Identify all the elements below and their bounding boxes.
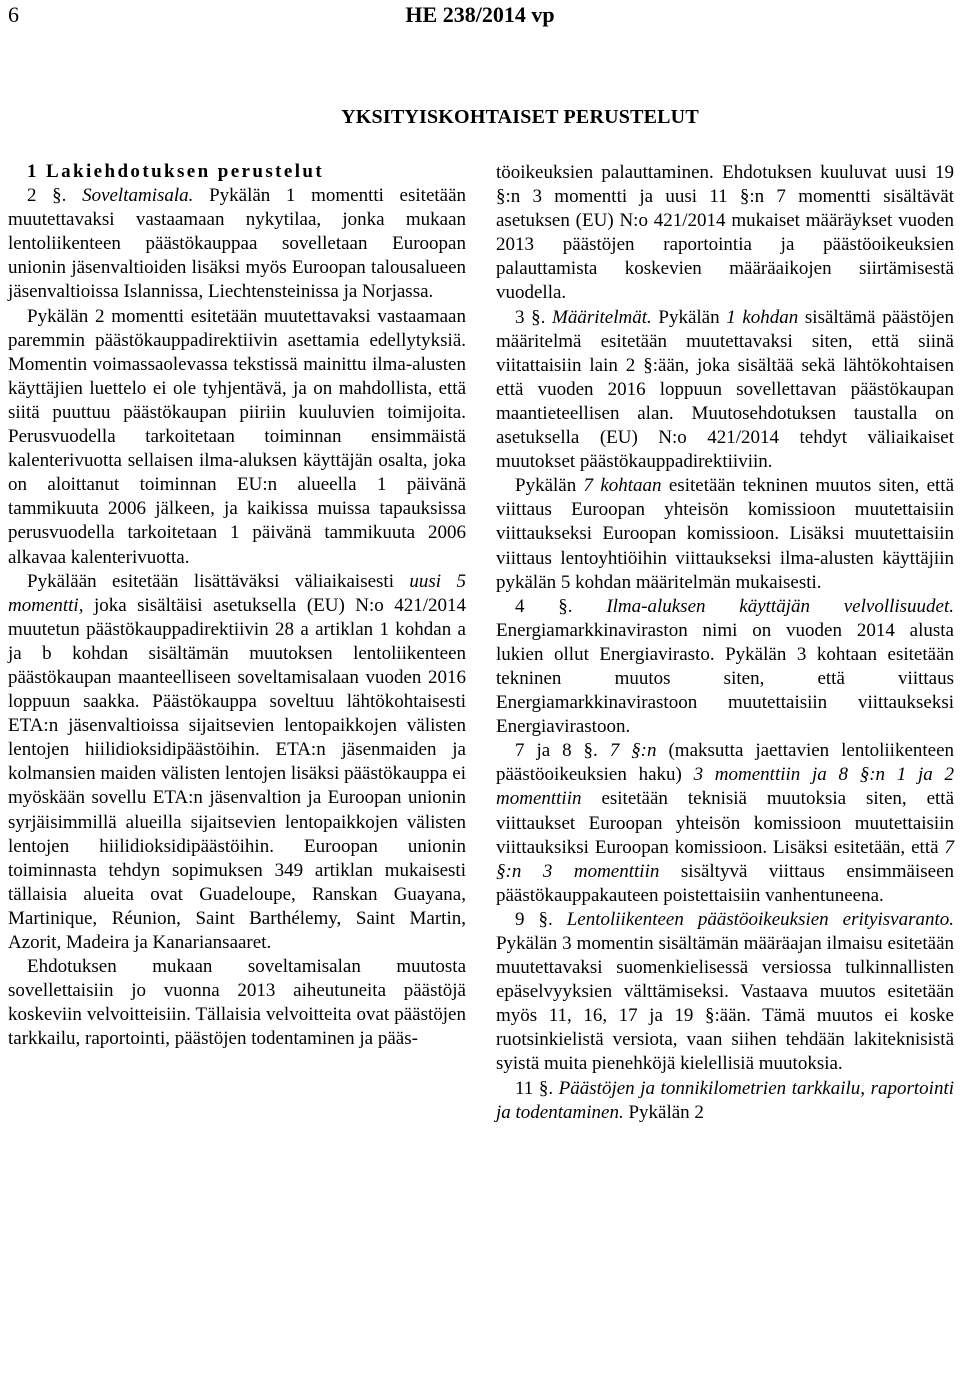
emphasis-text: uusi 5 momentti,	[8, 570, 466, 616]
paragraph-9-section	[496, 908, 954, 1077]
section-title: Soveltamisala.	[82, 185, 194, 207]
section-title: Ilma-aluksen käyttäjän velvollisuudet.	[606, 595, 955, 617]
subheading: 1 Lakiehdotuksen perustelut	[27, 161, 325, 182]
paragraph-text: Energiamarkkinaviraston nimi on vuoden 2014 alusta lukien ollut Energiavirasto. Pykälän 3 kohtaan esitetään tekninen muutos siten, että viittaus Energiamarkkinavirastoon muutettaisiin viittaukseksi Energiavirastoon.	[496, 619, 954, 738]
paragraph: Ehdotuksen mukaan soveltamisalan muutosta sovellettaisiin jo vuonna 2013 aiheutuneita päästöjä koskeviin velvoitteisiin. Tällaisia velvoitteita ovat päästöjen tarkkailu, raportointi, päästöjen todentaminen ja pääs-	[8, 956, 466, 1050]
paragraph-4-section	[496, 595, 954, 740]
paragraph	[496, 474, 954, 594]
section-title: Päästöjen ja tonnikilometrien tarkkailu, raportointi ja todentaminen.	[496, 1077, 955, 1123]
emphasis-text: 7 §:n	[609, 740, 657, 762]
left-column	[8, 160, 466, 1051]
section-number: 11 §.	[515, 1077, 554, 1099]
paragraph-text: sisältämä päästöjen määritelmä esitetään muutettavaksi siten, että siinä viitattaisiin lain 2 §:ään, joka sisältää sekä lähtökohtaisen että vuoden 2016 loppuun sovellettavan päästökaupan maantieteellisen alan. Muutosehdotuksen taustalla on asetuksella (EU) N:o 421/2014 tehdyt väliaikaiset muutokset päästökauppadirektiiviin.	[496, 306, 954, 473]
document-id: HE 238/2014 vp	[405, 2, 555, 27]
paragraph	[8, 570, 466, 956]
paragraph-text: Pykälän 3 momentin sisältämän määräajan ilmaisu esitetään muutettavaksi suomenkielisessä versiossa tulkinnallisten epäselvyyksien välttämiseksi. Vastaava muutos esitetään myös 11, 16, 17 ja 19 §:ään. Tämä muutos ei koske ruotsinkielistä versiota, vaan siihen tehdään lakiteknisistä syistä muita pienehköjä kielellisiä muutoksia.	[496, 933, 954, 1075]
emphasis-text: 7 kohtaan	[583, 475, 662, 497]
paragraph-text: Pykälän	[515, 475, 577, 497]
emphasis-text: 3 momenttiin ja 8 §:n 1 ja 2 momenttiin	[496, 764, 954, 810]
paragraph-text: sisältyvä viittaus ensimmäiseen päästökauppakauteen poistettaisiin vanhentuneena.	[496, 860, 954, 906]
paragraph-text: Pykälän	[658, 306, 720, 328]
section-title: Määritelmät.	[552, 306, 652, 328]
right-column	[496, 161, 954, 1125]
paragraph-text: joka sisältäisi asetuksella (EU) N:o 421/2014 muutetun päästökauppadirektiivin 28 a artiklan 1 kohdan a ja b kohdan sisältämän muutoksen lentoliikenteen päästökaupan maanteelliseen soveltamisalaan vuoden 2016 loppuun saakka. Päästökauppa soveltuu lähtökohtaisesti ETA:n jäsenvaltioissa sijaitsevien lentopaikkojen välisten lentojen hiilidioksidipäästöihin. ETA:n jäsenmaiden ja kolmansien maiden välisten lentojen lisäksi päästökauppa ei myöskään sovellu ETA:n jäsenvaltion ja Euroopan unionin syrjäisimmillä alueilla sijaitsevien lentopaikkojen välisten lentojen hiilidioksidipäästöihin. Euroopan unionin toiminnasta tehdyn sopimuksen 349 artiklan mukaisesti tällaisia alueita ovat Guadeloupe, Ranskan Guayana, Martinique, Réunion, Saint Barthélemy, Saint Martin, Azorit, Madeira ja Kanariansaaret.	[8, 594, 467, 953]
emphasis-text: 7 §:n 3 momenttiin	[496, 836, 955, 882]
section-title: Lentoliikenteen päästöoikeuksien erityisvaranto.	[566, 908, 955, 930]
paragraph-text: esitetään teknisiä muutoksia siten, että viittaukset Euroopan yhteisön komissioon muutettaisiin viittauksiksi Euroopan komissioon. Lisäksi esitetään, että	[496, 788, 954, 858]
section-number: 2 §.	[27, 185, 67, 207]
paragraph-text: Pykälän 2	[628, 1101, 704, 1123]
paragraph: Pykälän 2 momentti esitetään muutettavaksi vastaamaan paremmin päästökauppadirektiivin asettamia edellytyksiä. Momentin voimassaolevassa tekstissä mainittu ilma-alusten käyttäjien luettelo ei ole tyhjentävä, ja on mahdollista, että siitä puuttuu päästökaupan piiriin kuuluvien toimijoita. Perusvuodella tarkoitetaan toiminnan ensimmäistä kalenterivuotta sellaisen ilma-aluksen käyttäjän osalta, joka on aloittanut toiminnan EU:n alueella 1 päivänä tammikuuta 2006 jälkeen, ja kaikissa muissa tapauksissa perusvuodella tarkoitetaan 1 päivänä tammikuuta 2006 alkavaa kalenterivuotta.	[8, 305, 466, 568]
paragraph-continued: töoikeuksien palauttaminen. Ehdotuksen kuuluvat uusi 19 §:n 3 momentti ja uusi 11 §:n 7 momentti sisältävät asetuksen (EU) N:o 421/2014 mukaiset määräykset vuoden 2013 päästöjen raportointia ja päästöoikeuksien palauttamista koskevien määräaikojen siirtämisestä vuodella.	[496, 162, 954, 304]
paragraph-7-8-section	[496, 739, 954, 908]
paragraph-text: Pykälään esitetään lisättäväksi väliaikaisesti	[27, 570, 394, 592]
section-number: 4 §.	[515, 595, 573, 617]
paragraph-text: (maksutta jaettavien lentoliikenteen päästöoikeuksien haku)	[496, 740, 955, 786]
section-number: 3 §.	[515, 306, 546, 328]
paragraph-11-section	[496, 1077, 954, 1125]
section-heading: YKSITYISKOHTAISET PERUSTELUT	[341, 106, 699, 128]
page-number: 6	[8, 2, 19, 27]
section-number: 7 ja 8 §.	[515, 740, 598, 762]
paragraph-3-section	[496, 306, 954, 475]
paragraph-text: Pykälän 1 momentti esitetään muutettavaksi vastaamaan nykytilaa, jonka mukaan lentoliikenteen päästökauppaa sovelletaan Euroopan unionin jäsenvaltioiden lisäksi myös Euroopan talousalueen jäsenvaltioissa Islannissa, Liechtensteinissa ja Norjassa.	[8, 185, 467, 303]
section-number: 9 §.	[515, 908, 553, 930]
paragraph-2-section	[8, 184, 466, 304]
emphasis-text: 1 kohdan	[726, 306, 799, 328]
paragraph-text: esitetään tekninen muutos siten, että viittaus Euroopan yhteisön komissioon muutettaisiin viittaukseksi Euroopan komissioon. Lisäksi muutettaisiin viittaus lentoyhtiöihin viittaukseksi ilma-alusten käyttäjiin pykälän 5 kohdan määritelmän mukaisesti.	[496, 475, 955, 593]
